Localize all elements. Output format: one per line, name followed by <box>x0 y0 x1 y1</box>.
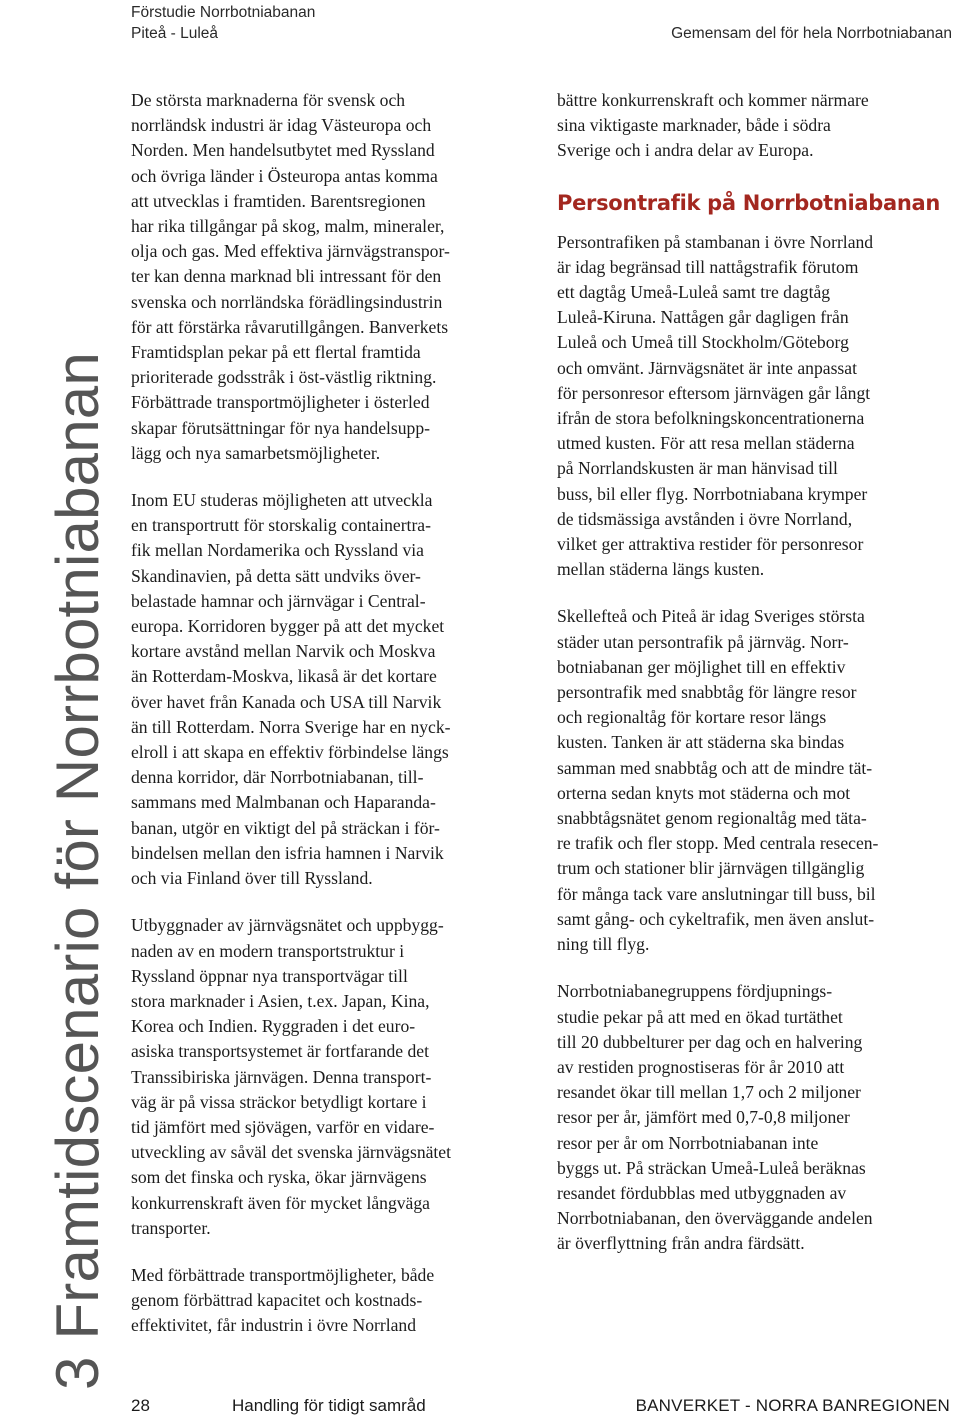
document-name: Handling för tidigt samråd <box>232 1396 426 1415</box>
section-label: Gemensam del för hela Norrbotniabanan <box>671 25 952 42</box>
route-label: Piteå - Luleå <box>131 25 219 42</box>
document-title: Förstudie Norrbotniabanan <box>131 4 316 21</box>
body-paragraph: Persontrafiken på stambanan i övre Norrland är idag begränsad till nattågstrafik förutom ett dagtåg Umeå-Luleå samt tre dagtåg Luleå-Kiruna. Nattågen går dagligen från Luleå och Umeå till Stockholm/Göteborg och omvänt. Järnvägsnätet är inte anpassat för personresor eftersom järnvägen går långt ifrån de stora befolkningskoncentrationerna utmed kusten. För att resa mellan städerna på Norrlandskusten är man hänvisad till buss, bil eller flyg. Norrbotniabana krymper de tidsmässiga avstånden i övre Norrland, vilket ger attraktiva restider för personresor mellan städerna längs kusten. <box>557 231 874 580</box>
organization-name: BANVERKET - NORRA BANREGIONEN <box>635 1396 950 1415</box>
running-header <box>131 2 315 44</box>
body-paragraph: Norrbotniabanegruppens fördjupnings- studie pekar på att med en ökad turtäthet till 20 dubbelturer per dag och en halvering av restiden prognostiseras för år 2010 att resandet ökar till mellan 1,7 och 2 miljoner resor per år, jämfört med 0,7-0,8 miljoner resor per år om Norrbotniabanan inte byggs ut. På sträckan Umeå-Luleå beräknas resandet fördubblas med utbyggnaden av Norrbotniabanan, den överväggande andelen är överflyttning från andra färdsätt. <box>557 981 873 1254</box>
body-paragraph: Utbyggnader av järnvägsnätet och uppbygg- naden av en modern transportstruktur i Ryssland öppnar nya transportvägar till stora marknader i Asien, t.ex. Japan, Kina, Korea och Indien. Ryggraden i det euro- asiska transportsystemet är fortfarande det Transsibiriska järnvägen. Denna transport- väg är på vissa sträckor betydligt kortare i tid jämfört med sjövägen, varför en vidare- utveckling av såväl det svenska järnvägsnätet som det finska och ryska, ökar järnvägens konkurrenskraft även för mycket långväga transporter. <box>131 915 452 1238</box>
right-column <box>557 88 957 1257</box>
body-paragraph: bättre konkurrenskraft och kommer närmare sina viktigaste marknader, både i södra Sverige och i andra delar av Europa. <box>557 90 869 161</box>
body-paragraph: De största marknaderna för svensk och norrländsk industri är idag Västeuropa och Norden. Men handelsutbytet med Ryssland och övriga länder i Östeuropa antas komma att utvecklas i framtiden. Barentsregionen har rika tillgångar på skog, malm, mineraler, olja och gas. Med effektiva järnvägstranspor- ter kan denna marknad bli intressant för den svenska och norrländska förädlingsindustrin för att förstärka råvarutillgången. Banverkets Framtidsplan pekar på ett flertal framtida prioriterade godsstråk i öst-västlig riktning. Förbättrade transportmöjligheter i österled skapar förutsättningar för nya handelsupp- lägg och nya samarbetsmöjligheter. <box>131 90 450 463</box>
left-column <box>131 88 527 1339</box>
body-paragraph: Inom EU studeras möjligheten att utveckla en transportrutt för storskalig containertra- fik mellan Nordamerika och Ryssland via Skandinavien, på detta sätt undviks över- belastade hamnar och järnvägar i Central- europa. Korridoren bygger på att det mycket kortare avstånd mellan Narvik och Moskva än Rotterdam-Moskva, likaså är det kortare över havet från Kanada och USA till Narvik än till Rotterdam. Norra Sverige har en nyck- elroll i att skapa en effektiv förbindelse längs denna korridor, där Norrbotniabanan, till- sammans med Malmbanan och Haparanda- banan, utgör en viktigt del på sträckan i för- bindelsen mellan den isfria hamnen i Narvik och via Finland över till Ryssland. <box>131 490 451 889</box>
section-heading: Persontrafik på Norrbotniabanan <box>557 190 941 215</box>
body-paragraph: Med förbättrade transportmöjligheter, både genom förbättrad kapacitet och kostnads- effektivitet, får industrin i övre Norrland <box>131 1264 435 1336</box>
body-paragraph: Skellefteå och Piteå är idag Sveriges största städer utan persontrafik på järnväg. Norr- botniabanan ger möjlighet till en effektiv persontrafik med snabbtåg för längre resor och regionaltåg för kortare resor längs kusten. Tanken är att städerna ska bindas samman med snabbtåg och att de mindre tät- orterna sedan knyts mot städerna och mot snabbtågsnätet genom regionaltåg med täta- re trafik och fler stopp. Med centrala resecen- trum och stationer blir järnvägen tillgänglig för många tack vare anslutningar till buss, bil samt gång- och cykeltrafik, men även anslut- ning till flyg. <box>557 606 879 955</box>
chapter-side-title: 3 Framtidscenario för Norrbotniabanan <box>44 352 111 1390</box>
page-number: 28 <box>131 1396 150 1415</box>
